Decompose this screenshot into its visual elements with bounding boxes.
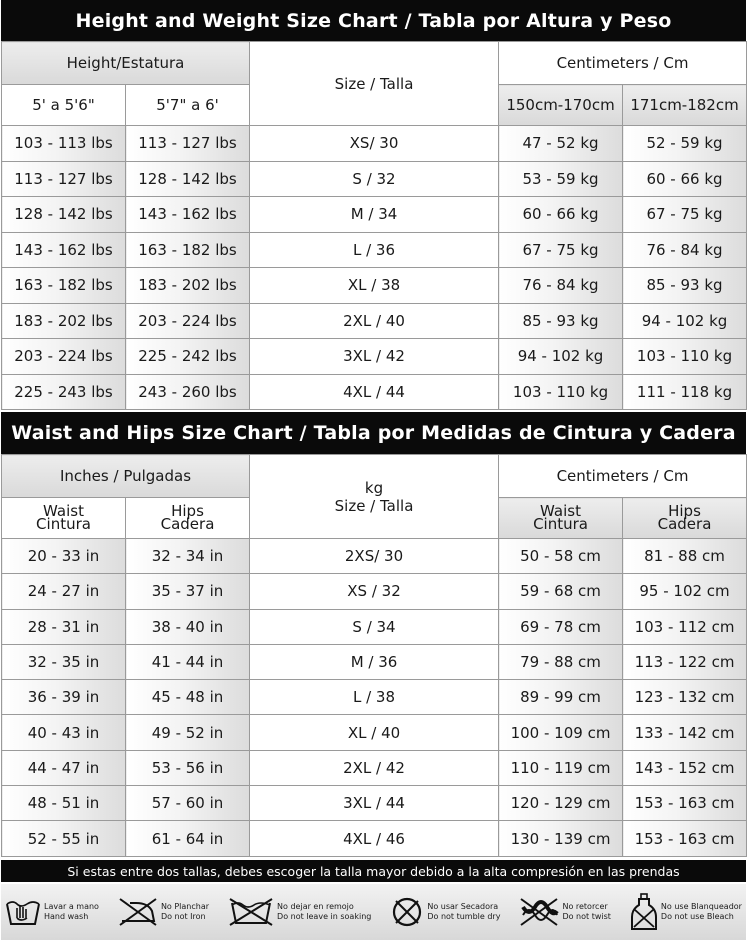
centimeters-group-header: Centimeters / Cm	[499, 455, 747, 498]
table-cell: 130 - 139 cm	[499, 821, 623, 856]
care-label-es: No Planchar	[160, 902, 210, 911]
table-cell: 50 - 58 cm	[499, 539, 623, 574]
care-item-no-twist	[519, 897, 610, 927]
table-cell: 53 - 59 kg	[499, 161, 623, 197]
table-cell: 67 - 75 kg	[499, 232, 623, 268]
size-cell: XL / 38	[250, 268, 499, 304]
table-cell: 103 - 113 lbs	[2, 126, 126, 162]
table-cell: 123 - 132 cm	[623, 680, 747, 715]
size-cell: S / 32	[250, 161, 499, 197]
table-cell: 89 - 99 cm	[499, 680, 623, 715]
size-cell: 2XS/ 30	[250, 539, 499, 574]
care-item-no-iron	[118, 897, 209, 927]
table-cell: 203 - 224 lbs	[126, 303, 250, 339]
size-cell: 4XL / 44	[250, 374, 499, 410]
cadera-label: Cadera	[657, 515, 712, 533]
size-cell: 2XL / 40	[250, 303, 499, 339]
waist-hips-table	[1, 454, 747, 857]
no-bleach-icon	[630, 893, 658, 931]
care-label-es: No dejar en remojo	[277, 902, 354, 911]
table-cell: 85 - 93 kg	[499, 303, 623, 339]
care-label-en: Hand wash	[44, 912, 89, 921]
table-cell: 59 - 68 cm	[499, 574, 623, 609]
table-cell: 113 - 122 cm	[623, 644, 747, 679]
table-row	[2, 339, 747, 375]
table-cell: 128 - 142 lbs	[126, 161, 250, 197]
size-cell: M / 36	[250, 644, 499, 679]
size-cell: M / 34	[250, 197, 499, 233]
table-row	[2, 715, 747, 750]
care-label-en: Do not twist	[562, 912, 611, 921]
kg-size-header	[250, 455, 499, 539]
care-label-en: Do not tumble dry	[427, 912, 501, 921]
size-cell: XS / 32	[250, 574, 499, 609]
size-cell: L / 38	[250, 680, 499, 715]
table-row	[2, 303, 747, 339]
table-cell: 183 - 202 lbs	[2, 303, 126, 339]
table-cell: 133 - 142 cm	[623, 715, 747, 750]
cm-range-header-2: 171cm-182cm	[623, 85, 747, 126]
hips-cm-header	[623, 498, 747, 539]
table-row	[2, 574, 747, 609]
height-weight-table	[1, 41, 747, 410]
waist-cm-header	[499, 498, 623, 539]
care-instructions	[1, 884, 746, 940]
table-cell: 20 - 33 in	[2, 539, 126, 574]
care-label-es: Lavar a mano	[44, 902, 99, 911]
table-cell: 94 - 102 kg	[499, 339, 623, 375]
table-cell: 38 - 40 in	[126, 609, 250, 644]
table-cell: 47 - 52 kg	[499, 126, 623, 162]
height-range-header-2: 5'7" a 6'	[126, 85, 250, 126]
no-soak-icon	[228, 897, 274, 927]
table-cell: 143 - 162 lbs	[2, 232, 126, 268]
no-tumble-dry-icon	[390, 896, 424, 928]
table-cell: 183 - 202 lbs	[126, 268, 250, 304]
table-row	[2, 609, 747, 644]
waist-label: Waist	[43, 502, 84, 520]
care-item-no-tumble-dry	[390, 896, 500, 928]
waist-label: Waist	[540, 502, 581, 520]
table-cell: 61 - 64 in	[126, 821, 250, 856]
table-cell: 67 - 75 kg	[623, 197, 747, 233]
table-row	[2, 197, 747, 233]
care-item-hand-wash	[5, 896, 99, 928]
table-row	[2, 750, 747, 785]
hips-inches-header	[126, 498, 250, 539]
table-row	[2, 680, 747, 715]
table-cell: 243 - 260 lbs	[126, 374, 250, 410]
table-cell: 76 - 84 kg	[623, 232, 747, 268]
size-cell: 3XL / 44	[250, 786, 499, 821]
care-item-no-bleach	[630, 893, 742, 931]
table-row	[2, 268, 747, 304]
table-cell: 32 - 35 in	[2, 644, 126, 679]
no-iron-icon	[118, 897, 158, 927]
table-cell: 69 - 78 cm	[499, 609, 623, 644]
size-cell: 2XL / 42	[250, 750, 499, 785]
height-range-header-1: 5' a 5'6"	[2, 85, 126, 126]
waist-inches-header	[2, 498, 126, 539]
table-cell: 44 - 47 in	[2, 750, 126, 785]
size-cell: 4XL / 46	[250, 821, 499, 856]
care-label-en: Do not use Bleach	[660, 912, 734, 921]
table-row	[2, 126, 747, 162]
centimeters-group-header: Centimeters / Cm	[499, 42, 747, 85]
table-cell: 53 - 56 in	[126, 750, 250, 785]
table-cell: 225 - 242 lbs	[126, 339, 250, 375]
table-cell: 35 - 37 in	[126, 574, 250, 609]
table-cell: 52 - 55 in	[2, 821, 126, 856]
care-label-en: Do not Iron	[160, 912, 206, 921]
table-row	[2, 821, 747, 856]
table-cell: 128 - 142 lbs	[2, 197, 126, 233]
hand-wash-icon	[5, 896, 41, 928]
table-cell: 48 - 51 in	[2, 786, 126, 821]
table-cell: 163 - 182 lbs	[2, 268, 126, 304]
table-row	[2, 374, 747, 410]
table-cell: 45 - 48 in	[126, 680, 250, 715]
table-cell: 143 - 162 lbs	[126, 197, 250, 233]
no-twist-icon	[519, 897, 559, 927]
table-cell: 41 - 44 in	[126, 644, 250, 679]
table-cell: 111 - 118 kg	[623, 374, 747, 410]
care-label-en: Do not leave in soaking	[277, 912, 372, 921]
table-cell: 40 - 43 in	[2, 715, 126, 750]
size-cell: XS/ 30	[250, 126, 499, 162]
hips-label: Hips	[668, 502, 701, 520]
table-cell: 120 - 129 cm	[499, 786, 623, 821]
table-cell: 85 - 93 kg	[623, 268, 747, 304]
cintura-label: Cintura	[36, 515, 91, 533]
table-cell: 143 - 152 cm	[623, 750, 747, 785]
table-cell: 24 - 27 in	[2, 574, 126, 609]
table-cell: 100 - 109 cm	[499, 715, 623, 750]
table-cell: 49 - 52 in	[126, 715, 250, 750]
size-cell: L / 36	[250, 232, 499, 268]
table-row	[2, 161, 747, 197]
table-row	[2, 539, 747, 574]
table-row	[2, 232, 747, 268]
inches-group-header: Inches / Pulgadas	[2, 455, 250, 498]
size-cell: 3XL / 42	[250, 339, 499, 375]
table-cell: 103 - 110 kg	[623, 339, 747, 375]
hips-label: Hips	[171, 502, 204, 520]
height-weight-title: Height and Weight Size Chart / Tabla por Altura y Peso	[1, 0, 746, 41]
table-cell: 94 - 102 kg	[623, 303, 747, 339]
table-cell: 163 - 182 lbs	[126, 232, 250, 268]
care-item-no-soak	[228, 897, 371, 927]
care-label-es: No use Blanqueador	[660, 902, 742, 911]
size-header: Size / Talla	[250, 42, 499, 126]
table-cell: 95 - 102 cm	[623, 574, 747, 609]
table-cell: 36 - 39 in	[2, 680, 126, 715]
table-cell: 153 - 163 cm	[623, 786, 747, 821]
waist-hips-title: Waist and Hips Size Chart / Tabla por Medidas de Cintura y Cadera	[1, 412, 746, 454]
cadera-label: Cadera	[160, 515, 215, 533]
table-cell: 52 - 59 kg	[623, 126, 747, 162]
table-cell: 110 - 119 cm	[499, 750, 623, 785]
table-cell: 79 - 88 cm	[499, 644, 623, 679]
height-group-header: Height/Estatura	[2, 42, 250, 85]
table-row	[2, 644, 747, 679]
table-cell: 28 - 31 in	[2, 609, 126, 644]
table-cell: 103 - 112 cm	[623, 609, 747, 644]
cm-range-header-1: 150cm-170cm	[499, 85, 623, 126]
table-cell: 113 - 127 lbs	[126, 126, 250, 162]
table-cell: 60 - 66 kg	[499, 197, 623, 233]
table-cell: 153 - 163 cm	[623, 821, 747, 856]
size-cell: XL / 40	[250, 715, 499, 750]
table-cell: 76 - 84 kg	[499, 268, 623, 304]
care-label-es: No retorcer	[562, 902, 608, 911]
size-advice-note: Si estas entre dos tallas, debes escoger la talla mayor debido a la alta compresión en las prendas	[1, 860, 746, 882]
table-cell: 113 - 127 lbs	[2, 161, 126, 197]
cintura-label: Cintura	[533, 515, 588, 533]
kg-label: kg	[364, 478, 384, 497]
table-row	[2, 786, 747, 821]
care-label-es: No usar Secadora	[427, 902, 499, 911]
table-cell: 60 - 66 kg	[623, 161, 747, 197]
table-cell: 57 - 60 in	[126, 786, 250, 821]
table-cell: 103 - 110 kg	[499, 374, 623, 410]
table-cell: 32 - 34 in	[126, 539, 250, 574]
table-cell: 203 - 224 lbs	[2, 339, 126, 375]
size-cell: S / 34	[250, 609, 499, 644]
table-cell: 225 - 243 lbs	[2, 374, 126, 410]
size-label: Size / Talla	[334, 496, 414, 515]
table-cell: 81 - 88 cm	[623, 539, 747, 574]
